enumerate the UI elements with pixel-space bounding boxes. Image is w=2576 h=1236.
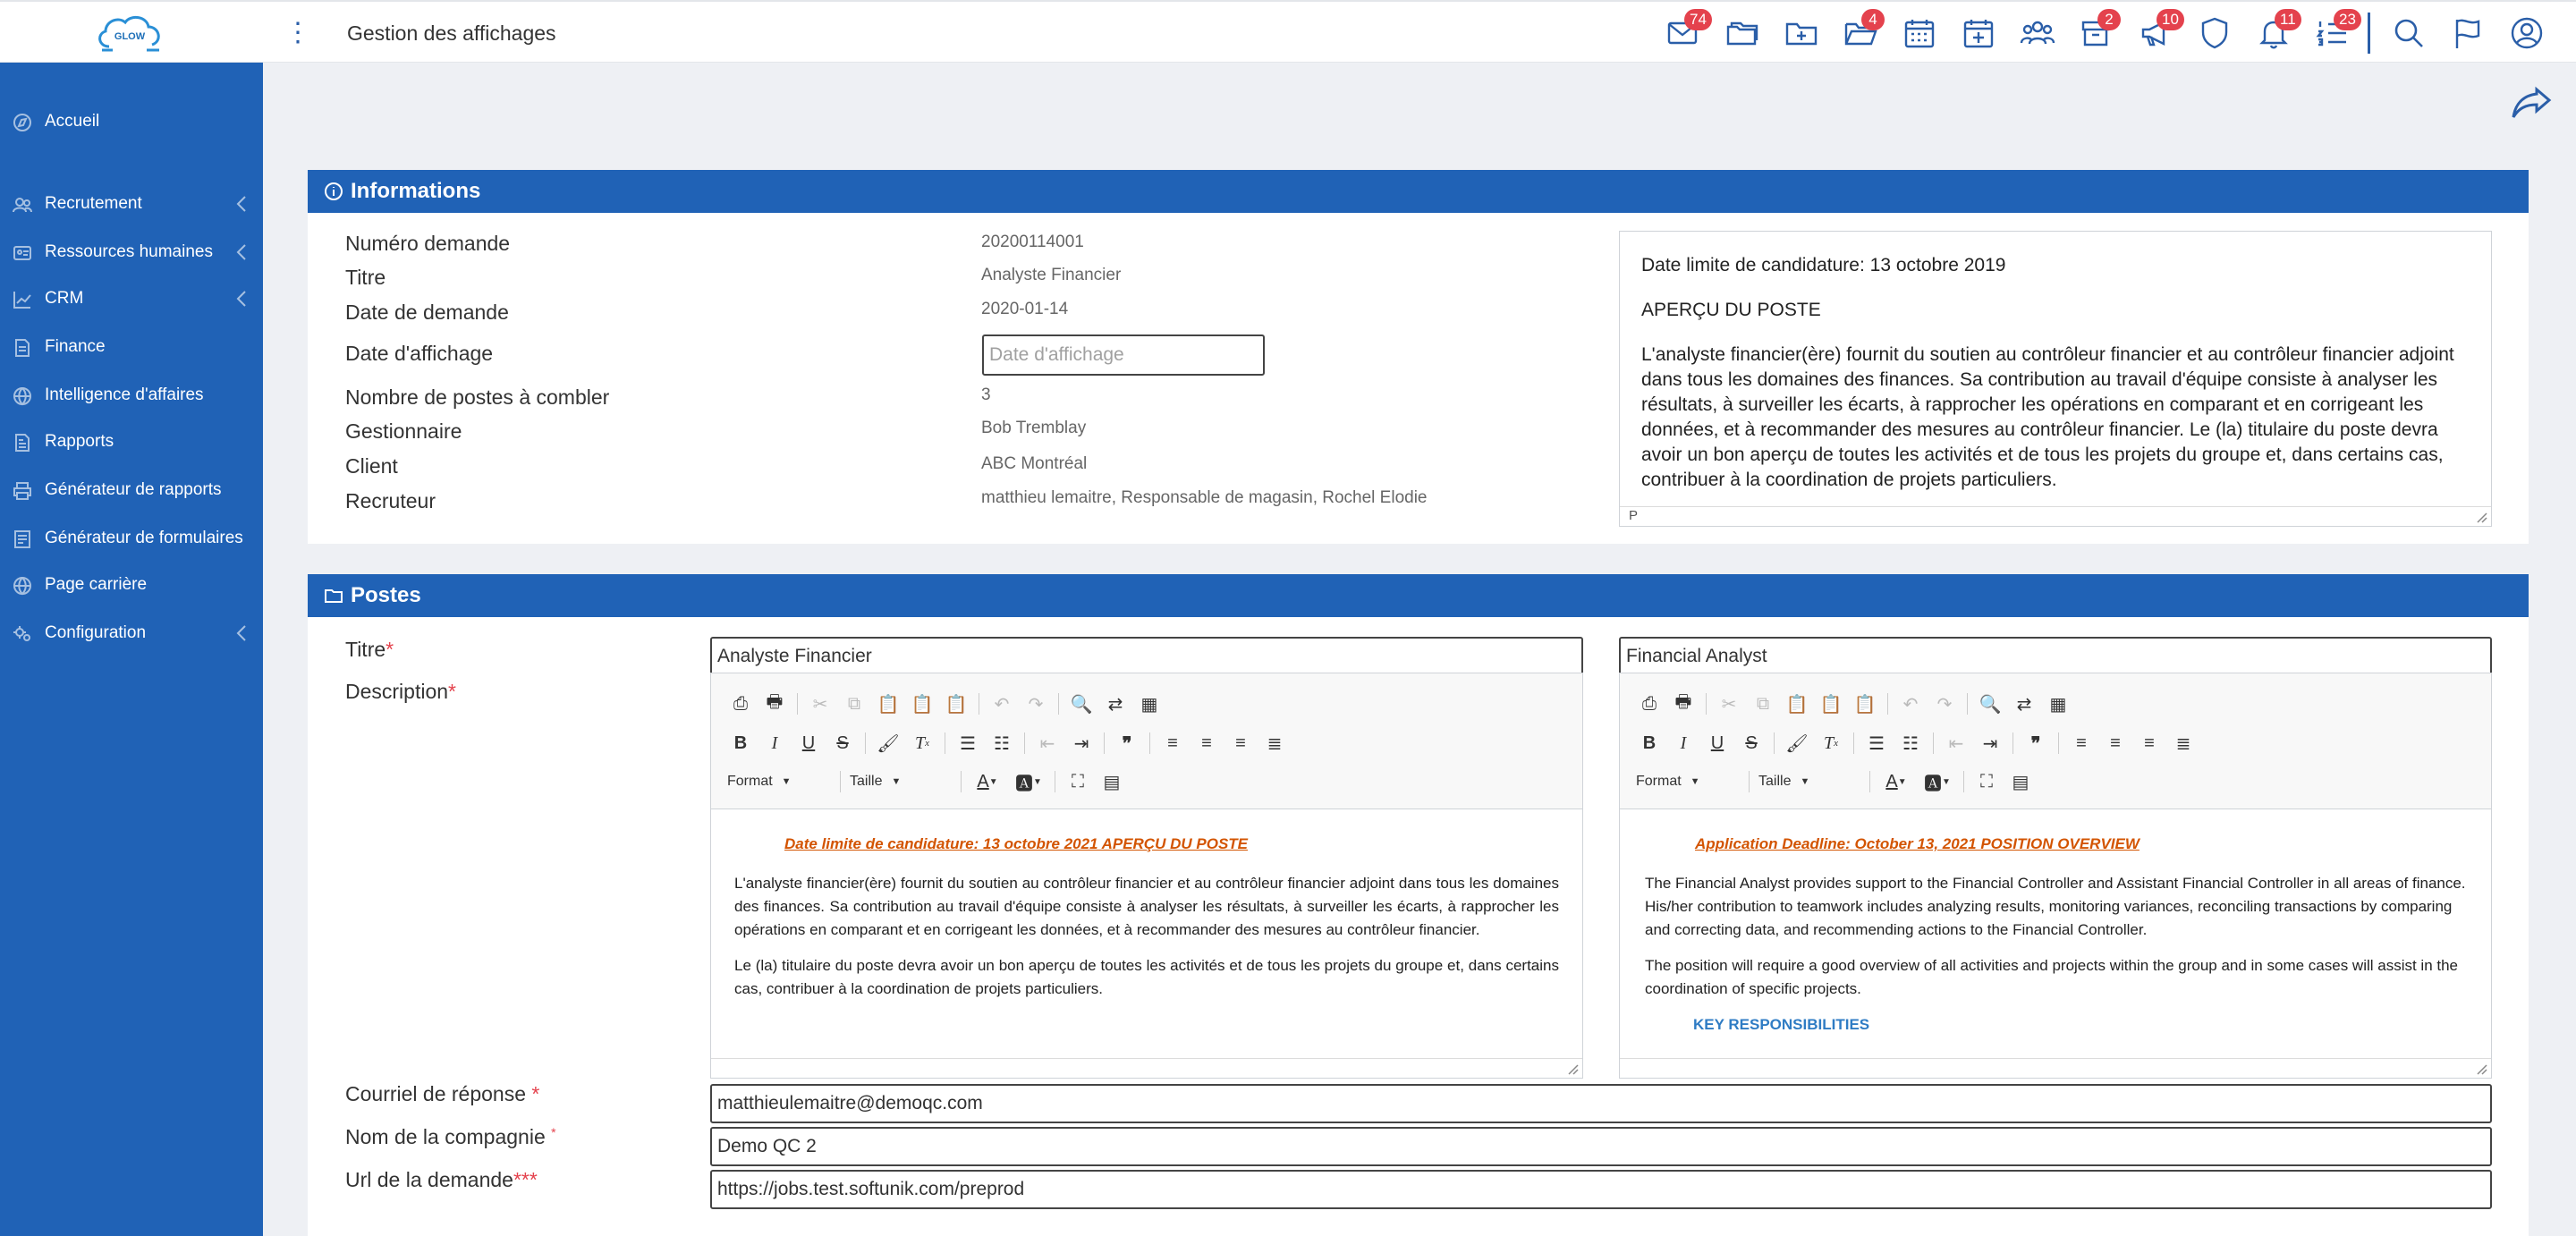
label-description: Description*: [345, 680, 456, 703]
calendar-add-icon[interactable]: [1949, 2, 2008, 64]
size-label: Taille: [850, 774, 883, 789]
users-group-icon[interactable]: [2008, 2, 2067, 64]
label-gestionnaire: Gestionnaire: [345, 419, 462, 443]
numbered-list-icon[interactable]: ☰: [1868, 733, 1885, 754]
megaphone-icon[interactable]: [2126, 2, 2185, 64]
mail-icon[interactable]: [1654, 2, 1713, 64]
format-dropdown[interactable]: Format ▼: [727, 774, 792, 789]
panel-title: Informations: [351, 179, 481, 203]
editor-status-bar: [711, 1058, 1582, 1078]
label-date-affichage: Date d'affichage: [345, 342, 494, 365]
sidebar-item-configuration[interactable]: [0, 615, 263, 651]
editor-content[interactable]: [1620, 809, 2491, 1060]
text-color-icon[interactable]: A ▼: [977, 771, 998, 792]
undo-icon[interactable]: ↶: [994, 694, 1010, 715]
topbar-divider: [2368, 13, 2370, 54]
editor-status-bar: [1620, 1058, 2491, 1078]
cut-icon[interactable]: ✂: [812, 694, 828, 715]
preview-icon[interactable]: ⎙: [1642, 693, 1657, 714]
editor-path-status: P: [1620, 506, 2491, 526]
label-numero-demande: Numéro demande: [345, 232, 511, 255]
label-date-demande: Date de demande: [345, 301, 509, 324]
ordered-list-icon[interactable]: [2303, 2, 2362, 64]
indent-icon[interactable]: ⇥: [1073, 733, 1089, 754]
outdent-icon[interactable]: ⇤: [1948, 733, 1964, 754]
find-icon[interactable]: 🔍: [1070, 694, 1093, 715]
format-dropdown[interactable]: Format ▼: [1636, 774, 1700, 789]
size-dropdown[interactable]: Taille ▼: [1758, 774, 1810, 789]
sidebar-item-generateur-rapports[interactable]: [0, 472, 263, 508]
background-color-icon[interactable]: 🅰 ▼: [1924, 774, 1951, 794]
strikethrough-icon[interactable]: S: [836, 732, 849, 753]
info-icon: [324, 182, 343, 201]
label-courriel: Courriel de réponse *: [345, 1082, 540, 1105]
user-profile-icon[interactable]: [2497, 2, 2556, 64]
sidebar-item-label: Page carrière: [45, 575, 148, 594]
label-nombre-postes: Nombre de postes à combler: [345, 385, 610, 409]
label-titre: Titre: [345, 266, 386, 289]
chevron-left-icon: [234, 623, 249, 643]
format-label: Format: [727, 774, 773, 789]
paste-icon[interactable]: 📋: [1785, 694, 1809, 715]
users-icon: [13, 195, 32, 215]
label-titre-poste: Titre*: [345, 638, 394, 661]
align-right-icon[interactable]: ≡: [1235, 732, 1246, 753]
paste-word-icon[interactable]: 📋: [1853, 694, 1877, 715]
description-fr-editor[interactable]: [710, 673, 1583, 1079]
copy-format-icon[interactable]: 🖌: [877, 733, 900, 754]
bold-icon[interactable]: B: [733, 732, 748, 753]
maximize-icon[interactable]: ⛶: [1980, 771, 1993, 792]
chevron-left-icon: [234, 194, 249, 214]
calendar-icon[interactable]: [1890, 2, 1949, 64]
justify-icon[interactable]: ≣: [2175, 733, 2191, 754]
chevron-left-icon: [234, 289, 249, 309]
editor-paragraph: The Financial Analyst provides support to the Financial Controller and Assistant Financial Controller in all areas of finance. His/her contribution to teamwork includes analyzing results, monitoring variances, reconciling transactions by comparing and correcting data, and recommending actions to the Financial Controller.: [1645, 875, 2466, 938]
paste-text-icon[interactable]: 📋: [911, 694, 934, 715]
underline-icon[interactable]: U: [801, 732, 816, 753]
sidebar-item-label: CRM: [45, 289, 84, 308]
spellcheck-icon[interactable]: ▦: [1140, 694, 1158, 715]
mail-badge: 74: [1684, 9, 1712, 30]
cut-icon[interactable]: ✂: [1721, 694, 1737, 715]
blockquote-icon[interactable]: ❞: [2030, 733, 2041, 754]
align-center-icon[interactable]: ≡: [2110, 732, 2121, 753]
sidebar-item-rapports[interactable]: [0, 424, 263, 460]
report-icon: [13, 433, 32, 453]
label-text: Description: [345, 680, 449, 703]
align-right-icon[interactable]: ≡: [2144, 732, 2155, 753]
italic-icon[interactable]: I: [771, 732, 778, 753]
description-heading: APERÇU DU POSTE: [1641, 300, 1821, 320]
shield-icon[interactable]: [2185, 2, 2244, 64]
label-compagnie: Nom de la compagnie *: [345, 1125, 556, 1148]
bell-badge: 11: [2275, 9, 2301, 30]
chart-icon: [13, 290, 32, 309]
editor-paragraph: Le (la) titulaire du poste devra avoir un bon aperçu de toutes les activités et de tous les projets du groupe et, dans certains cas, contribuer à la coordination de projets particuliers.: [734, 957, 1559, 997]
archive-badge: 2: [2097, 9, 2121, 30]
sidebar: [0, 63, 263, 1236]
folder-open-badge: 4: [1861, 9, 1885, 30]
flag-icon[interactable]: [2438, 2, 2497, 64]
glow-logo[interactable]: [93, 11, 166, 57]
align-left-icon[interactable]: ≡: [1167, 732, 1178, 753]
label-recruteur: Recruteur: [345, 489, 436, 512]
format-label: Format: [1636, 774, 1682, 789]
value-titre: Analyste Financier: [981, 266, 1122, 284]
archive-icon[interactable]: [2067, 2, 2126, 64]
size-dropdown[interactable]: Taille ▼: [850, 774, 902, 789]
show-blocks-icon[interactable]: ▤: [2012, 772, 2029, 792]
sidebar-item-label: Rapports: [45, 432, 114, 451]
home-icon: [13, 113, 32, 132]
postes-header: [308, 574, 2529, 617]
sidebar-item-accueil[interactable]: [0, 104, 263, 140]
copy-format-icon[interactable]: 🖌: [1785, 733, 1809, 754]
folder-open-icon[interactable]: [1831, 2, 1890, 64]
sidebar-item-label: Générateur de formulaires: [45, 529, 243, 547]
sidebar-item-finance[interactable]: [0, 329, 263, 365]
date-affichage-input[interactable]: [982, 334, 1265, 376]
bell-icon[interactable]: [2244, 2, 2303, 64]
paste-icon[interactable]: 📋: [877, 694, 900, 715]
sidebar-item-label: Finance: [45, 337, 106, 356]
panel-title: Postes: [351, 583, 421, 607]
value-client: ABC Montréal: [981, 454, 1088, 473]
label-text: Courriel de réponse: [345, 1082, 527, 1105]
print-icon[interactable]: 🖶: [766, 692, 784, 712]
replace-icon[interactable]: ⇄: [2016, 694, 2032, 715]
chevron-left-icon: [234, 242, 249, 262]
label-client: Client: [345, 454, 398, 478]
text-color-icon[interactable]: A ▼: [1885, 771, 1907, 792]
compagnie-input[interactable]: [710, 1127, 2492, 1166]
replace-icon[interactable]: ⇄: [1107, 694, 1123, 715]
strikethrough-icon[interactable]: S: [1745, 732, 1758, 753]
document-icon: [13, 338, 32, 358]
numbered-list-icon[interactable]: ☰: [960, 733, 976, 754]
editor-toolbar: [711, 673, 1582, 809]
bulleted-list-icon[interactable]: ☷: [1902, 733, 1919, 754]
sidebar-item-label: Générateur de rapports: [45, 480, 222, 499]
informations-header: [308, 170, 2529, 213]
search-icon[interactable]: [2379, 2, 2438, 64]
redo-icon[interactable]: ↷: [1028, 694, 1044, 715]
resize-handle-icon[interactable]: [2475, 511, 2487, 523]
sidebar-item-label: Accueil: [45, 112, 100, 131]
description-deadline: Date limite de candidature: 13 octobre 2019: [1641, 255, 2006, 275]
folder-icon: [324, 586, 343, 605]
show-blocks-icon[interactable]: ▤: [1103, 772, 1121, 792]
globe-icon: [13, 386, 32, 406]
blockquote-icon[interactable]: ❞: [1122, 733, 1132, 754]
editor-toolbar: [1620, 673, 2491, 809]
folder-add-icon[interactable]: [1772, 2, 1831, 64]
description-text: L'analyste financier(ère) fournit du soutien au contrôleur financier et au contrôleur financier adjoint dans tous les domaines des finances. Sa contribution au travail d'équipe consiste à analyser les résultats, à surveiller les écarts, à rapprocher les opérations en comparant et en corrigeant les données, et à recommander des mesures au contrôleur financier. Le (la) titulaire du poste devra avoir un bon aperçu de toutes les activités et de tous les projets du groupe et, dans certains cas, contribuer à la coordination de projets particuliers.: [1641, 344, 2454, 490]
bulleted-list-icon[interactable]: ☷: [994, 733, 1010, 754]
label-text: Url de la demande: [345, 1168, 513, 1191]
sidebar-item-recrutement[interactable]: [0, 186, 263, 222]
people-icon: [13, 243, 32, 263]
editor-paragraph: L'analyste financier(ère) fournit du soutien au contrôleur financier et au contrôleur financier adjoint dans tous les domaines des finances. Sa contribution au travail d'équipe consiste à analyser les résultats, à surveiller les écarts, à rapprocher les opérations en comparant et en corrigeant les données, et à recommander des mesures au contrôleur financier.: [734, 875, 1559, 938]
copy-icon[interactable]: ⧉: [847, 693, 861, 714]
titre-fr-input[interactable]: [710, 637, 1583, 676]
maximize-icon[interactable]: ⛶: [1072, 771, 1084, 792]
size-label: Taille: [1758, 774, 1792, 789]
paste-text-icon[interactable]: 📋: [1819, 694, 1843, 715]
justify-icon[interactable]: ≣: [1267, 733, 1283, 754]
align-left-icon[interactable]: ≡: [2076, 732, 2087, 753]
gears-icon: [13, 624, 32, 644]
indent-icon[interactable]: ⇥: [1982, 733, 1998, 754]
value-nombre-postes: 3: [981, 385, 991, 404]
globe-icon: [13, 576, 32, 596]
editor-heading: Date limite de candidature: 13 octobre 2021 APERÇU DU POSTE: [784, 835, 1249, 852]
spellcheck-icon[interactable]: ▦: [2049, 694, 2067, 715]
italic-icon[interactable]: I: [1680, 732, 1687, 753]
underline-icon[interactable]: U: [1710, 732, 1724, 753]
resize-handle-icon[interactable]: [2475, 1062, 2487, 1075]
bold-icon[interactable]: B: [1642, 732, 1657, 753]
folders-icon[interactable]: [1713, 2, 1772, 64]
resize-handle-icon[interactable]: [1566, 1062, 1579, 1075]
list-badge: 23: [2334, 9, 2361, 30]
sidebar-item-label: Recrutement: [45, 194, 142, 213]
outdent-icon[interactable]: ⇤: [1039, 733, 1055, 754]
remove-format-icon[interactable]: T x: [914, 732, 929, 753]
preview-icon[interactable]: ⎙: [733, 693, 748, 714]
label-url: Url de la demande***: [345, 1168, 538, 1191]
editor-paragraph: The position will require a good overview of all activities and projects within the group and in some cases will assist in the coordination of specific projects.: [1645, 957, 2459, 997]
titre-en-input[interactable]: [1619, 637, 2492, 676]
url-input[interactable]: [710, 1170, 2492, 1209]
megaphone-badge: 10: [2157, 9, 2184, 30]
share-icon[interactable]: [2510, 84, 2555, 123]
label-text: Titre: [345, 638, 386, 661]
value-numero-demande: 20200114001: [981, 233, 1084, 251]
background-color-icon[interactable]: 🅰 ▼: [1015, 774, 1042, 794]
menu-kebab-icon[interactable]: ⋮: [284, 18, 311, 47]
sidebar-item-label: Ressources humaines: [45, 242, 213, 261]
description-preview[interactable]: [1619, 231, 2492, 527]
align-center-icon[interactable]: ≡: [1201, 732, 1212, 753]
printer-icon: [13, 481, 32, 501]
editor-content[interactable]: [711, 809, 1582, 1060]
undo-icon[interactable]: ↶: [1902, 694, 1919, 715]
courriel-input[interactable]: [710, 1084, 2492, 1123]
value-date-demande: 2020-01-14: [981, 300, 1069, 318]
form-icon: [13, 529, 32, 549]
page-title: Gestion des affichages: [347, 21, 556, 45]
sidebar-item-page-carriere[interactable]: [0, 567, 263, 603]
paste-word-icon[interactable]: 📋: [945, 694, 968, 715]
label-text: Nom de la compagnie: [345, 1125, 546, 1148]
editor-heading: Application Deadline: October 13, 2021 POSITION OVERVIEW: [1695, 835, 2140, 852]
find-icon[interactable]: 🔍: [1979, 694, 2002, 715]
value-recruteur: matthieu lemaitre, Responsable de magasin, Rochel Elodie: [981, 488, 1428, 507]
sidebar-item-intelligence-affaires[interactable]: [0, 377, 263, 413]
editor-section-heading: KEY RESPONSIBILITIES: [1693, 1016, 1870, 1033]
sidebar-item-label: Intelligence d'affaires: [45, 385, 204, 404]
top-bar: [0, 0, 2576, 63]
svg-text:GLOW: GLOW: [114, 31, 146, 42]
description-en-editor[interactable]: [1619, 673, 2492, 1079]
redo-icon[interactable]: ↷: [1936, 694, 1953, 715]
remove-format-icon[interactable]: T x: [1823, 732, 1838, 753]
sidebar-item-label: Configuration: [45, 623, 147, 642]
sidebar-item-crm[interactable]: [0, 281, 263, 317]
sidebar-item-ressources-humaines[interactable]: [0, 234, 263, 270]
copy-icon[interactable]: ⧉: [1756, 693, 1770, 714]
print-icon[interactable]: 🖶: [1674, 692, 1692, 712]
sidebar-item-generateur-formulaires[interactable]: [0, 521, 263, 556]
value-gestionnaire: Bob Tremblay: [981, 419, 1087, 437]
